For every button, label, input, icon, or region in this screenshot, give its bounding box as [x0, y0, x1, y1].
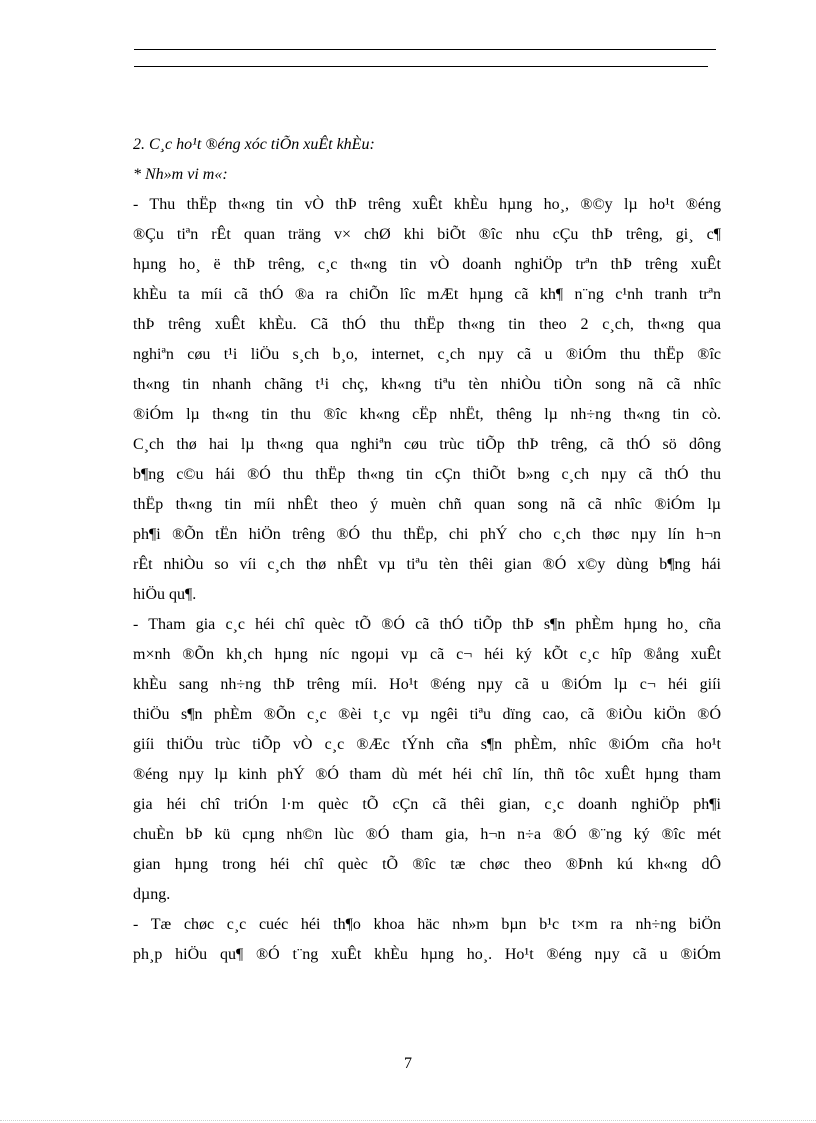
body-line: - Tham gia c¸c héi chî quèc tÕ ®Ó cã thÓ tiÕp thÞ s¶n phÈm hµng ho¸ cña: [133, 616, 721, 633]
body-line: - Tæ chøc c¸c cuéc héi th¶o khoa häc nh»m bµn b¹c t×m ra nh÷ng biÖn: [133, 916, 721, 933]
body-line: nghiªn cøu t¹i liÖu s¸ch b¸o, internet, c¸ch nµy cã u ®iÓm thu thËp ®îc: [133, 346, 721, 363]
body-line: dµng.: [133, 886, 171, 903]
body-line: hµng ho¸ ë thÞ trêng, c¸c th«ng tin vÒ doanh nghiÖp trªn thÞ trêng xuÊt: [133, 256, 721, 273]
page-number: 7: [404, 1055, 412, 1072]
header-rule-top: [134, 49, 716, 50]
body-line: thÞ trêng xuÊt khÈu. Cã thÓ thu thËp th«ng tin theo 2 c¸ch, th«ng qua: [133, 316, 721, 333]
body-line: thËp th«ng tin míi nhÊt theo ý muèn chñ quan song nã cã nhîc ®iÓm lµ: [133, 496, 721, 513]
body-line: th«ng tin nhanh chãng t¹i chç, kh«ng tiªu tèn nhiÒu tiÒn song nã cã nhîc: [133, 376, 721, 393]
body-line: thiÖu s¶n phÈm ®Õn c¸c ®èi t¸c vµ ngêi tiªu dïng cao, cã ®iÒu kiÖn ®Ó: [133, 706, 721, 723]
document-body: [133, 130, 721, 970]
body-line: C¸ch thø hai lµ th«ng qua nghiªn cøu trùc tiÕp thÞ trêng, cã thÓ sö dông: [133, 436, 721, 453]
body-line: rÊt nhiÒu so víi c¸ch thø nhÊt vµ tiªu tèn thêi gian ®Ó x©y dùng b¶ng hái: [133, 556, 721, 573]
body-line: gian hµng trong héi chî quèc tÕ ®îc tæ chøc theo ®Þnh kú kh«ng dÔ: [133, 856, 721, 873]
body-line: ®iÓm lµ th«ng tin thu ®îc kh«ng cËp nhËt, thêng lµ nh÷ng th«ng tin cò.: [133, 406, 721, 423]
body-line: b¶ng c©u hái ®Ó thu thËp th«ng tin cÇn thiÕt b»ng c¸ch nµy cã thÓ thu: [133, 466, 721, 483]
body-line: - Thu thËp th«ng tin vÒ thÞ trêng xuÊt khÈu hµng ho¸, ®©y lµ ho¹t ®éng: [133, 196, 721, 213]
body-line: m×nh ®Õn kh¸ch hµng níc ngoµi vµ cã c¬ héi ký kÕt c¸c hîp ®ång xuÊt: [133, 646, 721, 663]
body-line: giíi thiÖu trùc tiÕp vÒ c¸c ®Æc tÝnh cña s¶n phÈm, nhîc ®iÓm cña ho¹t: [133, 736, 721, 753]
body-line: ®éng nµy lµ kinh phÝ ®Ó tham dù mét héi chî lín, thñ tôc xuÊt hµng tham: [133, 766, 721, 783]
section-subheading: * Nh»m vi m«:: [133, 166, 228, 183]
header-rule-bottom: [134, 66, 708, 67]
section-heading: 2. C¸c ho¹t ®éng xóc tiÕn xuÊt khÈu:: [133, 136, 375, 153]
body-line: chuÈn bÞ kü cµng nh©n lùc ®Ó tham gia, h¬n n÷a ®Ó ®¨ng ký ®îc mét: [133, 826, 721, 843]
body-line: ph¶i ®Õn tËn hiÖn trêng ®Ó thu thËp, chi phÝ cho c¸ch thøc nµy lín h¬n: [133, 526, 721, 543]
body-line: khÈu sang nh÷ng thÞ trêng míi. Ho¹t ®éng nµy cã u ®iÓm lµ c¬ héi giíi: [133, 676, 721, 693]
page-bottom-border: [0, 1120, 816, 1121]
body-line: hiÖu qu¶.: [133, 586, 197, 603]
body-line: gia héi chî triÓn l·m quèc tÕ cÇn cã thêi gian, c¸c doanh nghiÖp ph¶i: [133, 796, 721, 813]
body-line: khÈu ta míi cã thÓ ®a ra chiÕn lîc mÆt hµng cã kh¶ n¨ng c¹nh tranh trªn: [133, 286, 721, 303]
body-line: ®Çu tiªn rÊt quan träng v× chØ khi biÕt ®îc nhu cÇu thÞ trêng, gi¸ c¶: [133, 226, 721, 243]
body-line: ph¸p hiÖu qu¶ ®Ó t¨ng xuÊt khÈu hµng ho¸. Ho¹t ®éng nµy cã u ®iÓm: [133, 946, 721, 963]
